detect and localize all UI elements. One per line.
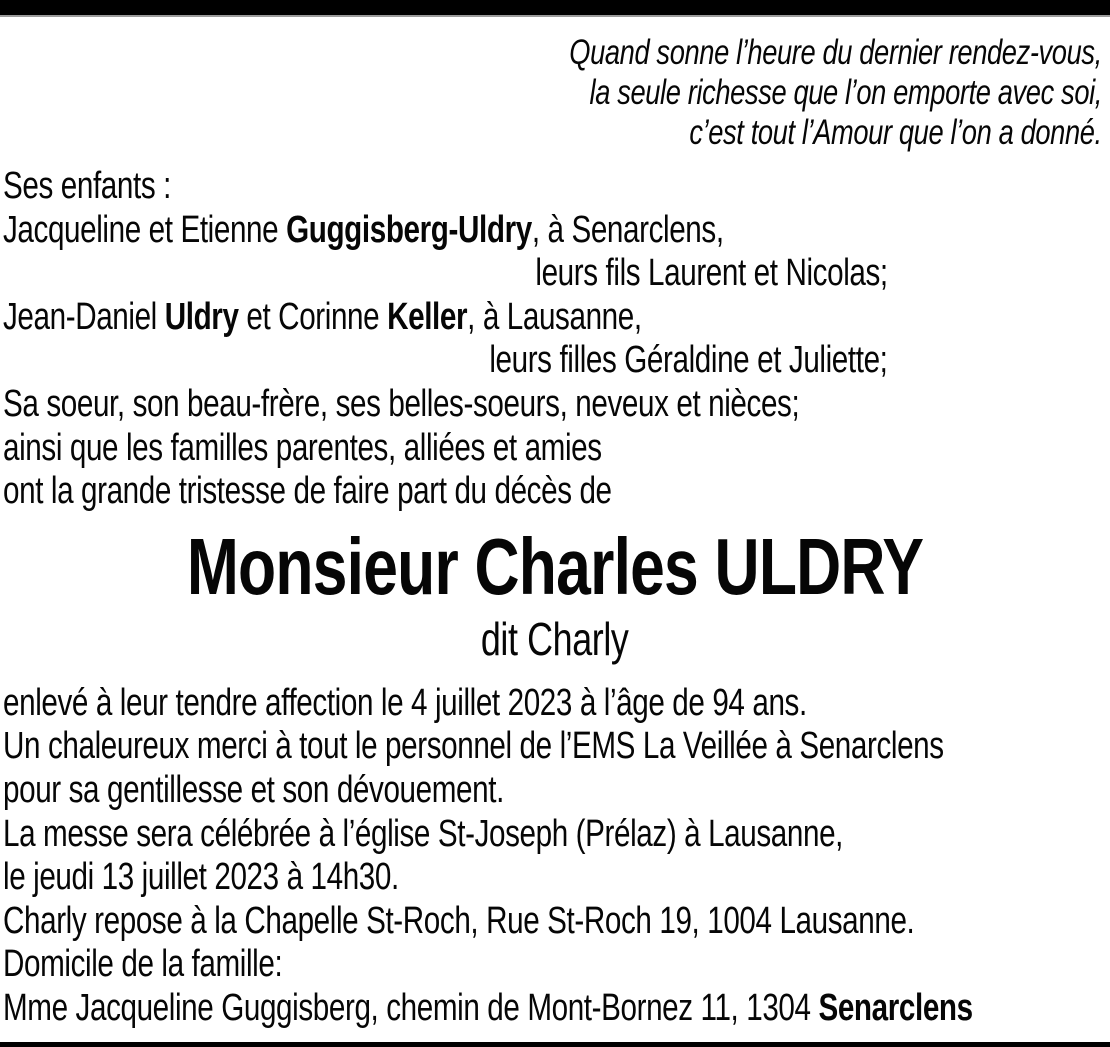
family-child1-kids-line [3,252,888,296]
family-intro [3,165,1110,209]
family-address-line [3,987,1110,1031]
relatives-text-2: ainsi que les familles parentes, alliées et amies [3,426,602,469]
relatives-line-1 [3,383,1110,427]
family-home-label-text: Domicile de la famille: [3,943,283,986]
mass-line-2 [3,856,1110,900]
deceased-nickname [0,610,1110,668]
epigraph-line-2 [0,73,1102,113]
relatives-line-2 [3,427,1110,471]
details-block [0,682,1110,1031]
repose-text: Charly repose à la Chapelle St-Roch, Rue St-Roch 19, 1004 Lausanne. [3,899,915,942]
epigraph-line-1 [0,33,1102,73]
thanks-line-1 [3,725,1110,769]
relatives-text-1: Sa soeur, son beau-frère, ses belles-soeurs, neveux et nièces; [3,382,800,425]
child2-post: , à Lausanne, [467,295,642,338]
epigraph-text-3: c’est tout l’Amour que l’on a donné. [689,113,1102,152]
deceased-name-text: Monsieur Charles ULDRY [186,521,924,611]
announcement-line [3,470,1110,514]
thanks-text-1: Un chaleureux merci à tout le personnel de l’EMS La Veillée à Senarclens [3,725,944,768]
epigraph-text-1: Quand sonne l’heure du dernier rendez-vous, [569,33,1102,72]
mass-text-1: La messe sera célébrée à l’église St-Joseph (Prélaz) à Lausanne, [3,812,844,855]
announcement-text: ont la grande tristesse de faire part du décès de [3,470,612,513]
death-date-line [3,682,1110,726]
child2-pre: Jean-Daniel [3,295,165,338]
family-intro-text: Ses enfants : [3,165,171,207]
epigraph-text-2: la seule richesse que l’on emporte avec soi, [589,73,1102,112]
child1-surname: Guggisberg-Uldry [286,208,532,251]
child1-pre: Jacqueline et Etienne [3,208,287,251]
deceased-name-title [0,521,1110,611]
bottom-border-bar [0,1042,1110,1047]
family-address-town: Senarclens [818,986,973,1029]
epigraph-line-3 [0,113,1102,153]
mass-text-2: le jeudi 13 juillet 2023 à 14h30. [3,856,399,899]
thanks-text-2: pour sa gentillesse et son dévouement. [3,768,504,811]
deceased-nickname-text: dit Charly [481,612,629,665]
child1-kids-text: leurs fils Laurent et Nicolas; [535,252,888,295]
family-child2-line [3,296,1110,340]
family-home-label [3,943,1110,987]
child2-surname-2: Keller [387,295,468,338]
thanks-line-2 [3,769,1110,813]
family-child2-kids-line [3,339,888,383]
epigraph [0,17,1110,153]
family-block [0,165,1110,514]
family-address-pre: Mme Jacqueline Guggisberg, chemin de Mont-Bornez 11, 1304 [3,986,819,1029]
death-date-text: enlevé à leur tendre affection le 4 juillet 2023 à l’âge de 94 ans. [3,681,807,724]
child1-post: , à Senarclens, [531,208,724,251]
mass-line-1 [3,813,1110,857]
child2-mid: et Corinne [238,295,388,338]
child2-surname-1: Uldry [164,295,239,338]
top-border-bar [0,0,1110,17]
repose-line [3,900,1110,944]
family-child1-line [3,209,1110,253]
child2-kids-text: leurs filles Géraldine et Juliette; [489,339,888,382]
